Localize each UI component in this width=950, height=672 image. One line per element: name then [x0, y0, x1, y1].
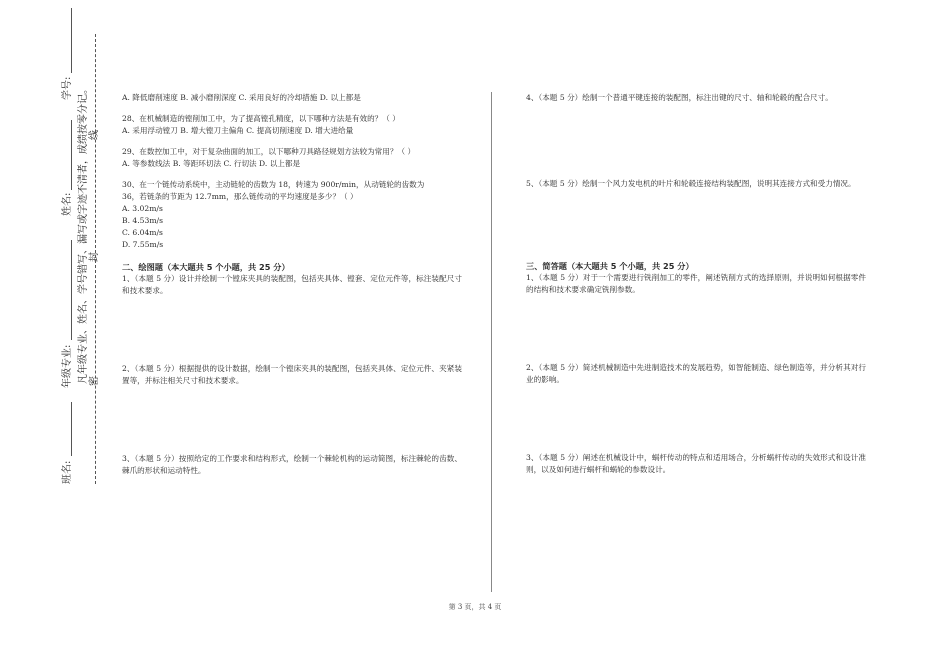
drawing-q1: 1、（本题 5 分）设计并绘制一个镗床夹具的装配图，包括夹具体、镗套、定位元件等，标注装配尺寸和技术要求。 [122, 274, 462, 295]
q28-options: A. 采用浮动镗刀 B. 增大镗刀主偏角 C. 提高切削速度 D. 增大进给量 [122, 126, 354, 135]
q30-option-d: D. 7.55m/s [122, 240, 164, 249]
column-divider [491, 92, 492, 592]
school-underline [71, 402, 72, 456]
seal-notice: 凡年级专业、姓名、学号错写、漏写或字迹不清者，成绩按零分记。 [78, 84, 89, 384]
q28-stem: 28、在机械制造的镗削加工中，为了提高镗孔精度，以下哪种方法是有效的？（ ） [122, 114, 400, 123]
short-answer-q2: 2、（本题 5 分）简述机械制造中先进制造技术的发展趋势，如智能制造、绿色制造等，并分析其对行业的影响。 [526, 363, 866, 384]
q30-option-c: C. 6.04m/s [122, 228, 163, 237]
q29-stem: 29、在数控加工中，对于复杂曲面的加工，以下哪种刀具路径规划方法较为常用？（ ） [122, 147, 416, 156]
q29-options: A. 等参数线法 B. 等距环切法 C. 行切法 D. 以上都是 [122, 159, 301, 168]
drawing-q2: 2、（本题 5 分）根据提供的设计数据，绘制一个镗床夹具的装配图，包括夹具体、定位元件、夹紧装置等，并标注相关尺寸和技术要求。 [122, 364, 462, 385]
short-answer-q1: 1、（本题 5 分）对于一个需要进行铣削加工的零件，阐述铣削方式的选择原则，并说明如何根据零件的结构和技术要求确定铣削参数。 [526, 273, 866, 294]
exam-no-label: 学号: [62, 76, 73, 100]
seal-mark-xian: 线 [89, 130, 100, 140]
drawing-q4: 4、（本题 5 分）绘制一个普通平键连接的装配图，标注出键的尺寸、轴和轮毂的配合尺寸。 [526, 93, 833, 102]
q30-stem-1: 30、在一个链传动系统中，主动链轮的齿数为 18，转速为 900r/min，从动链轮的齿数为 [122, 180, 425, 189]
short-answer-q3: 3、（本题 5 分）阐述在机械设计中，蜗杆传动的特点和适用场合，分析蜗杆传动的失效形式和设计准则，以及如何进行蜗杆和蜗轮的参数设计。 [526, 453, 866, 474]
right-column [526, 92, 866, 476]
q30-stem-2: 36，若链条的节距为 12.7mm，那么链传动的平均速度是多少？（ ） [122, 192, 358, 201]
name-label: 姓名: [62, 192, 73, 216]
seal-mark-mi: 密 [89, 376, 100, 386]
page-number: 第 3 页，共 4 页 [448, 603, 502, 611]
class-underline [71, 240, 72, 340]
section2-title: 二、绘图题（本大题共 5 个小题，共 25 分） [122, 262, 290, 272]
section3-title: 三、简答题（本大题共 5 个小题，共 25 分） [526, 261, 694, 271]
drawing-q5: 5、（本题 5 分）绘制一个风力发电机的叶片和轮毂连接结构装配图，说明其连接方式和受力情况。 [526, 179, 856, 188]
q30-option-b: B. 4.53m/s [122, 216, 163, 225]
school-label: 班名: [62, 460, 73, 484]
prev-question-options: A. 降低磨削速度 B. 减小磨削深度 C. 采用良好的冷却措施 D. 以上都是 [122, 93, 361, 102]
seal-mark-feng: 封 [89, 252, 100, 262]
drawing-q3: 3、（本题 5 分）按照给定的工作要求和结构形式，绘制一个棘轮机构的运动简图，标注棘轮的齿数、棘爪的形状和运动特性。 [122, 454, 462, 475]
name-underline [71, 120, 72, 190]
q30-option-a: A. 3.02m/s [122, 204, 163, 213]
class-label: 年级专业: [62, 344, 73, 388]
exam-no-underline [71, 8, 72, 73]
left-column [122, 92, 462, 477]
